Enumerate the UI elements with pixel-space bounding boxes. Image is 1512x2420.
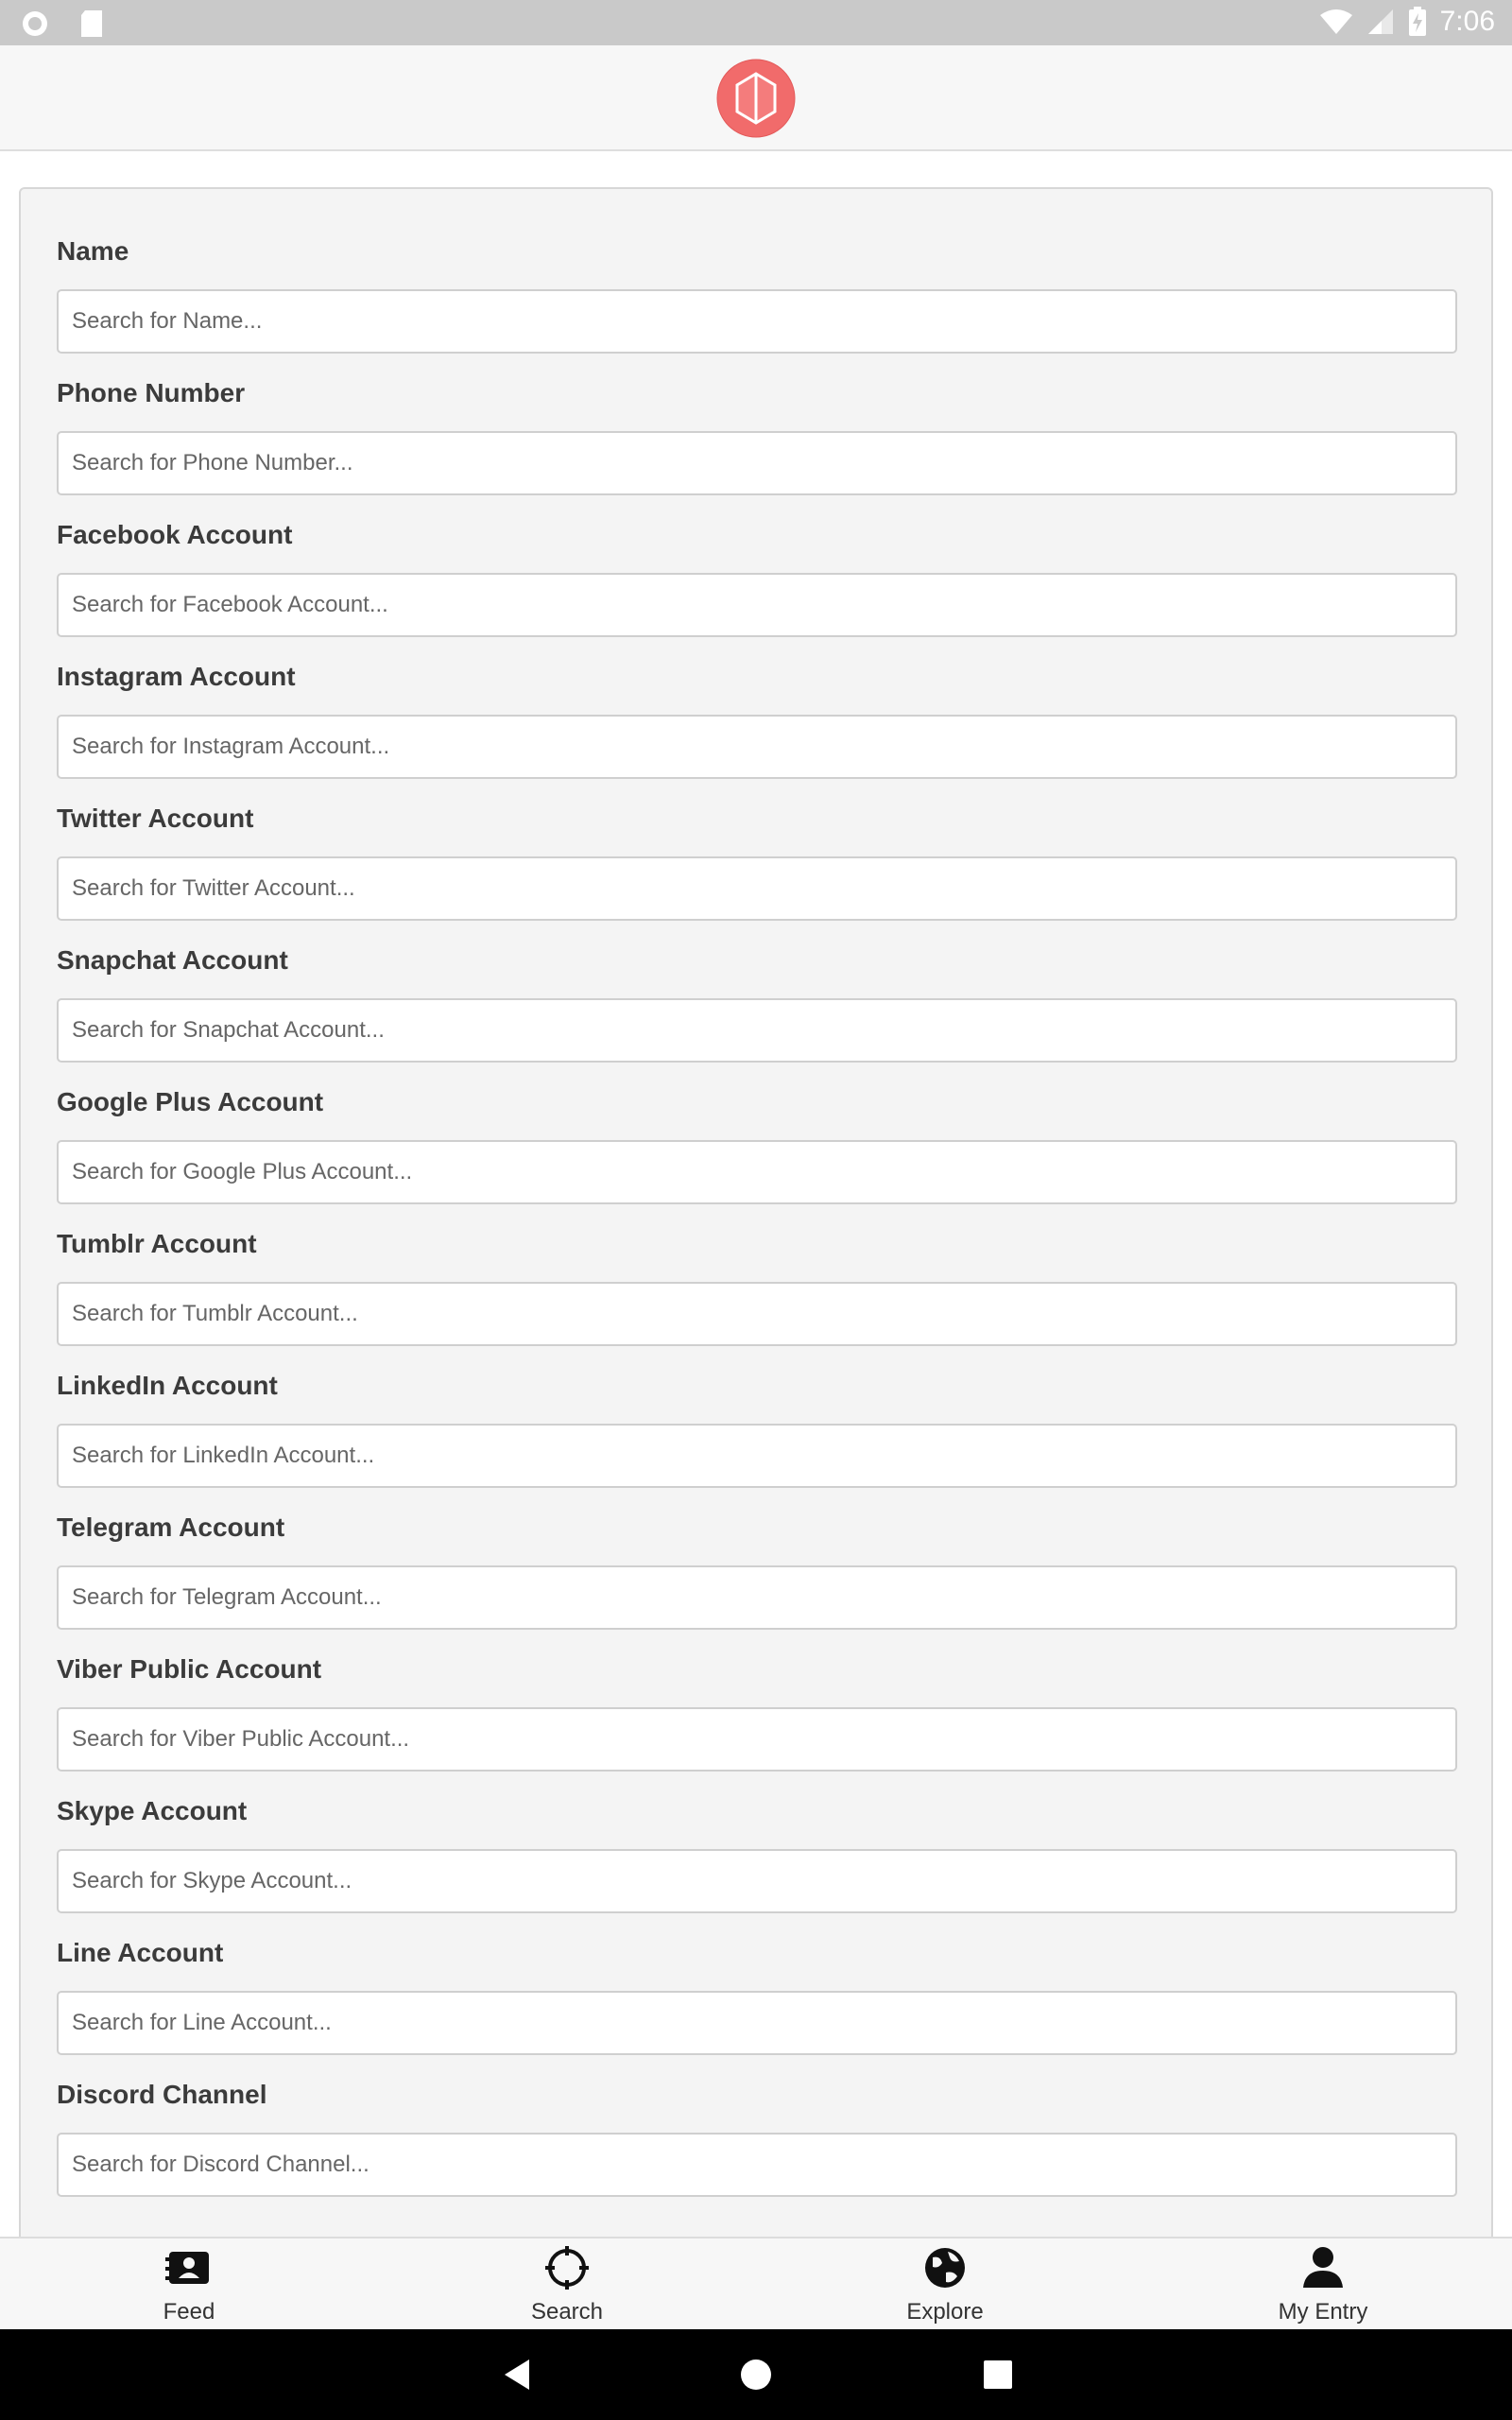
- search-field: [57, 1651, 1457, 1772]
- wifi-icon: [1319, 8, 1353, 36]
- search-input[interactable]: [57, 856, 1457, 921]
- back-icon[interactable]: [499, 2356, 537, 2394]
- tab-feed[interactable]: [0, 2238, 378, 2329]
- tab-feed-label: Feed: [163, 2299, 215, 2325]
- search-input[interactable]: [57, 1707, 1457, 1772]
- field-label: Tumblr Account: [57, 1229, 257, 1258]
- search-field: [57, 942, 1457, 1063]
- search-field: [57, 1083, 1457, 1204]
- search-input[interactable]: [57, 1282, 1457, 1346]
- search-field: [57, 658, 1457, 779]
- field-label: Instagram Account: [57, 662, 296, 691]
- cube-logo-icon[interactable]: [716, 59, 796, 138]
- field-label: Google Plus Account: [57, 1087, 324, 1116]
- search-field: [57, 233, 1457, 354]
- search-field: [57, 800, 1457, 921]
- search-field: [57, 1225, 1457, 1346]
- field-label: Facebook Account: [57, 520, 293, 549]
- search-field: [57, 1509, 1457, 1630]
- search-field: [57, 1792, 1457, 1913]
- search-field: [57, 1934, 1457, 2055]
- recents-icon[interactable]: [979, 2356, 1017, 2394]
- field-label: Name: [57, 236, 129, 266]
- field-label: Line Account: [57, 1938, 224, 1967]
- system-navigation-bar: [0, 2329, 1512, 2420]
- search-input[interactable]: [57, 573, 1457, 637]
- bottom-tab-bar: [0, 2237, 1512, 2329]
- home-icon[interactable]: [737, 2356, 775, 2394]
- search-field: [57, 2076, 1457, 2197]
- search-input[interactable]: [57, 289, 1457, 354]
- search-form-scroll-area[interactable]: [0, 151, 1512, 2237]
- search-input[interactable]: [57, 715, 1457, 779]
- field-label: LinkedIn Account: [57, 1371, 278, 1400]
- sd-card-icon: [79, 9, 104, 38]
- circle-indicator-icon: [21, 9, 49, 38]
- battery-charging-icon: [1408, 7, 1427, 37]
- search-input[interactable]: [57, 998, 1457, 1063]
- tab-explore[interactable]: [756, 2238, 1134, 2329]
- field-label: Telegram Account: [57, 1512, 285, 1542]
- search-input[interactable]: [57, 1849, 1457, 1913]
- tab-search-label: Search: [530, 2299, 604, 2325]
- crosshair-icon: [543, 2244, 591, 2291]
- field-label: Viber Public Account: [57, 1654, 322, 1684]
- field-label: Discord Channel: [57, 2080, 267, 2109]
- field-label: Twitter Account: [57, 804, 254, 833]
- search-field: [57, 1367, 1457, 1488]
- status-time: 7:06: [1439, 6, 1495, 37]
- field-label: Snapchat Account: [57, 945, 288, 975]
- search-input[interactable]: [57, 1991, 1457, 2055]
- search-input[interactable]: [57, 1140, 1457, 1204]
- search-input[interactable]: [57, 1424, 1457, 1488]
- search-input[interactable]: [57, 1565, 1457, 1630]
- tab-my-entry-label: My Entry: [1278, 2299, 1368, 2325]
- search-input[interactable]: [57, 431, 1457, 495]
- tab-my-entry[interactable]: [1134, 2238, 1512, 2329]
- signal-icon: [1366, 8, 1395, 36]
- contacts-icon: [165, 2244, 213, 2291]
- field-label: Skype Account: [57, 1796, 248, 1825]
- tab-explore-label: Explore: [906, 2299, 984, 2325]
- field-label: Phone Number: [57, 378, 246, 407]
- tab-search[interactable]: [378, 2238, 756, 2329]
- search-field: [57, 516, 1457, 637]
- search-input[interactable]: [57, 2133, 1457, 2197]
- search-field: [57, 374, 1457, 495]
- globe-icon: [921, 2244, 969, 2291]
- search-form-card: [19, 187, 1493, 2237]
- app-header: [0, 45, 1512, 151]
- status-bar: [0, 0, 1512, 45]
- person-icon: [1299, 2244, 1347, 2291]
